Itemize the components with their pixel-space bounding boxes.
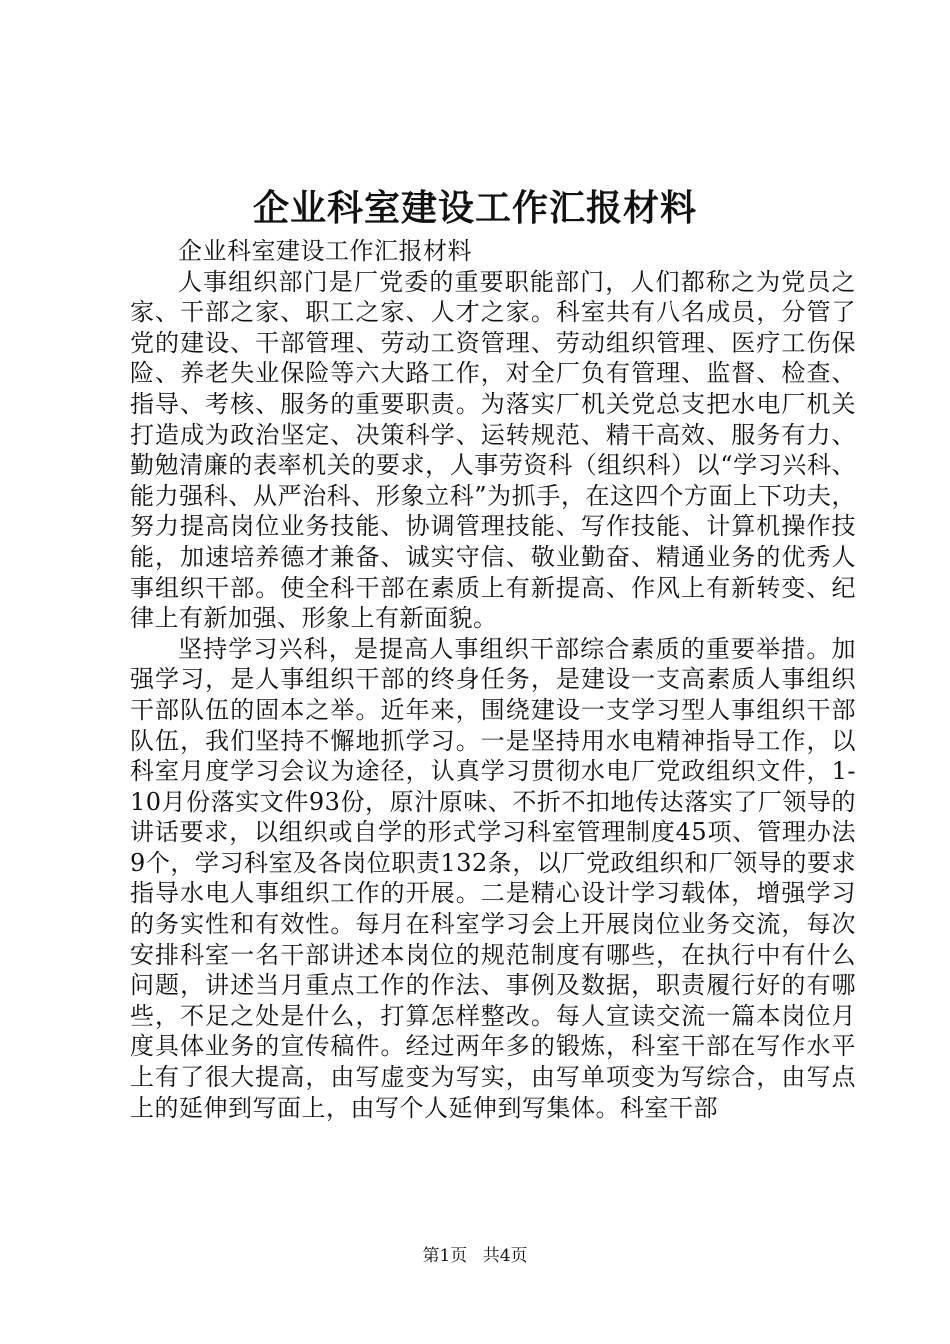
document-title: 企业科室建设工作汇报材料 xyxy=(252,187,697,229)
body-paragraph: 人事组织部门是厂党委的重要职能部门，人们都称之为党员之家、干部之家、职工之家、人才之家。科室共有八名成员，分管了党的建设、干部管理、劳动工资管理、劳动组织管理、医疗工伤保险、养老失业保险等六大路工作，对全厂负有管理、监督、检查、指导、考核、服务的重要职责。为落实厂机关党总支把水电厂机关打造成为政治坚定、决策科学、运转规范、精干高效、服务有力、勤勉清廉的表率机关的要求，人事劳资科（组织科）以“学习兴科、能力强科、从严治科、形象立科”为抓手，在这四个方面上下功夫，努力提高岗位业务技能、协调管理技能、写作技能、计算机操作技能，加速培养德才兼备、诚实守信、敬业勤奋、精通业务的优秀人事组织干部。使全科干部在素质上有新提高、作风上有新转变、纪律上有新加强、形象上有新面貌。 xyxy=(130,267,856,633)
body-paragraph: 坚持学习兴科，是提高人事组织干部综合素质的重要举措。加强学习，是人事组织干部的终身任务，是建设一支高素质人事组织干部队伍的固本之举。近年来，围绕建设一支学习型人事组织干部队伍，我们坚持不懈地抓学习。一是坚持用水电精神指导工作，以科室月度学习会议为途径，认真学习贯彻水电厂党政组织文件，1-10月份落实文件93份，原汁原味、不折不扣地传达落实了厂领导的讲话要求，以组织或自学的形式学习科室管理制度45项、管理办法9个，学习科室及各岗位职责132条，以厂党政组织和厂领导的要求指导水电人事组织工作的开展。二是精心设计学习载体，增强学习的务实性和有效性。每月在科室学习会上开展岗位业务交流，每次安排科室一名干部讲述本岗位的规范制度有哪些，在执行中有什么问题，讲述当月重点工作的作法、事例及数据，职责履行好的有哪些，不足之处是什么，打算怎样整改。每人宣读交流一篇本岗位月度具体业务的宣传稿件。经过两年多的锻炼，科室干部在写作水平上有了很大提高，由写虚变为写实，由写单项变为写综合，由写点上的延伸到写面上，由写个人延伸到写集体。科室干部 xyxy=(130,634,856,1122)
page-number: 第1页 xyxy=(422,1246,468,1266)
document-body xyxy=(130,236,856,1123)
page-total: 共4页 xyxy=(482,1246,528,1266)
body-paragraph: 企业科室建设工作汇报材料 xyxy=(178,237,472,265)
page-footer xyxy=(0,1245,950,1267)
